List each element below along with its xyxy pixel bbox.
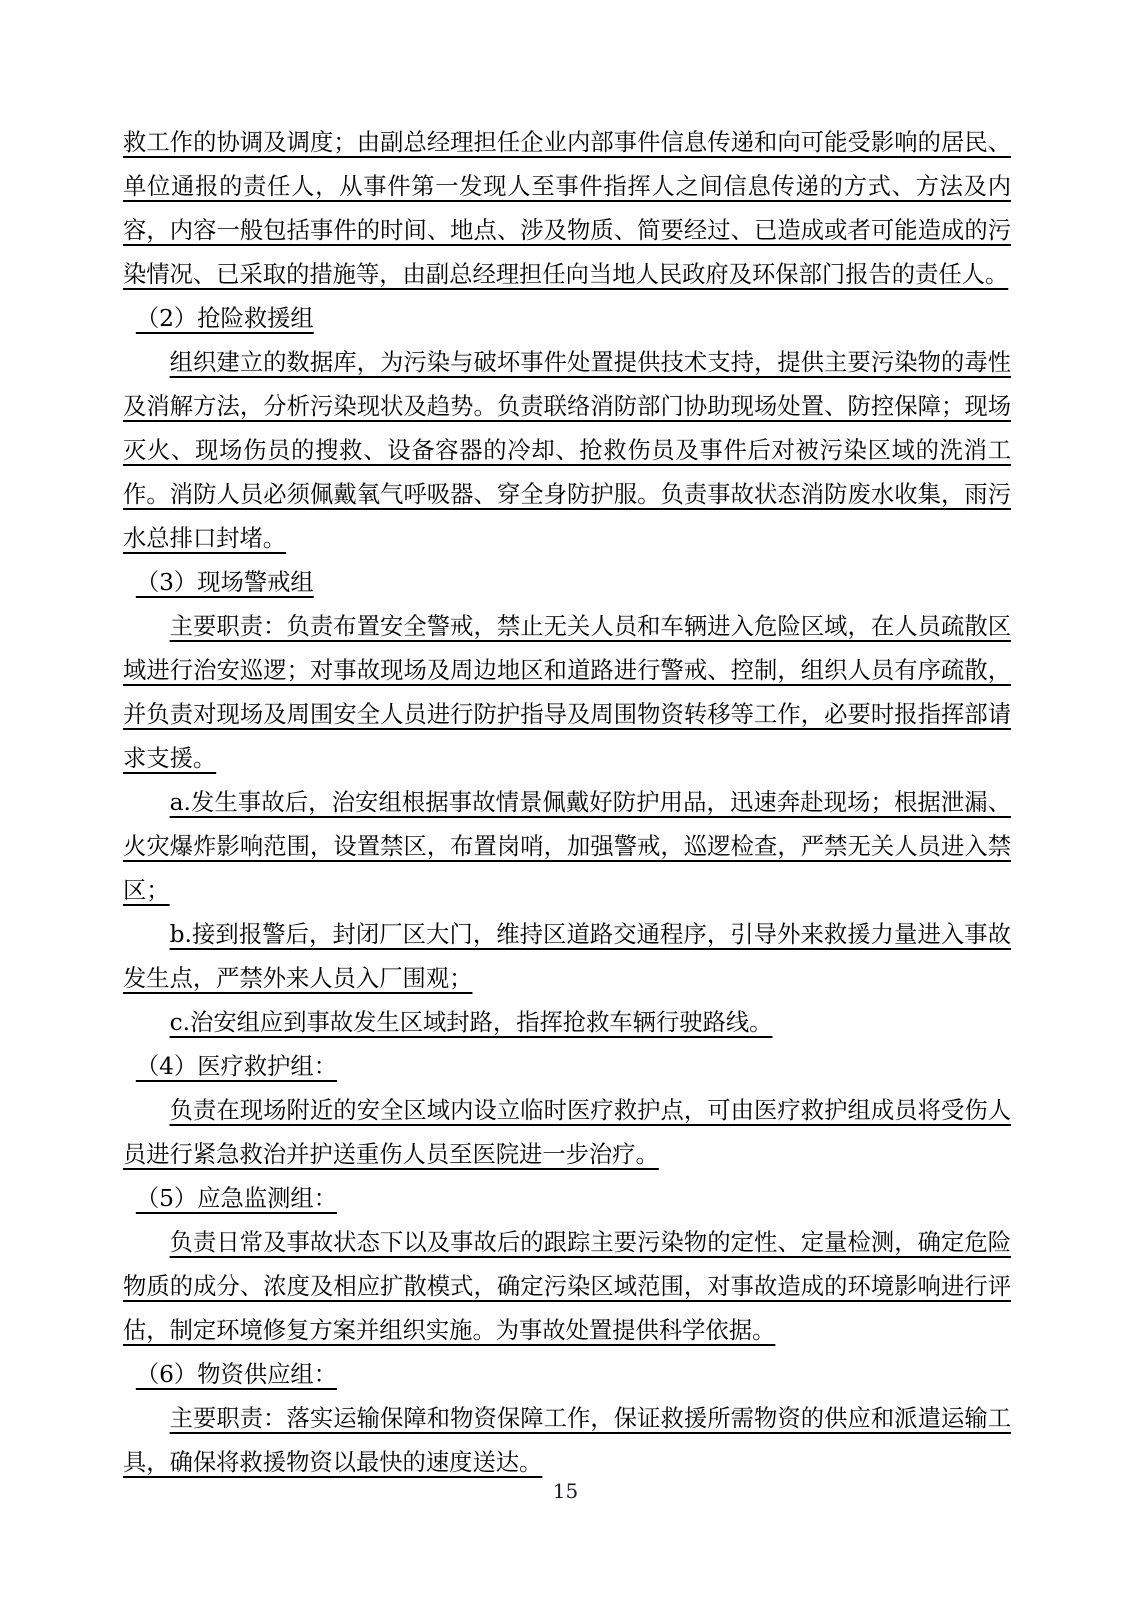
section-heading: （3）现场警戒组 [135,569,314,596]
paragraph: 负责在现场附近的安全区域内设立临时医疗救护点，可由医疗救护组成员将受伤人员进行紧急救治并护送重伤人员至医院进一步治疗。 [123,1097,1011,1168]
paragraph: 组织建立的数据库，为污染与破坏事件处置提供技术支持，提供主要污染物的毒性及消解方法，分析污染现状及趋势。负责联络消防部门协助现场处置、防控保障；现场灭火、现场伤员的搜救、设备容器的冷却、抢救伤员及事件后对被污染区域的洗消工作。消防人员必须佩戴氧气呼吸器、穿全身防护服。负责事故状态消防废水收集，雨污水总排口封堵。 [123,349,1011,552]
paragraph: 救工作的协调及调度；由副总经理担任企业内部事件信息传递和向可能受影响的居民、单位通报的责任人，从事件第一发现人至事件指挥人之间信息传递的方式、方法及内容，内容一般包括事件的时间、地点、涉及物质、简要经过、已造成或者可能造成的污染情况、已采取的措施等，由副总经理担任向当地人民政府及环保部门报告的责任人。 [123,129,1011,288]
paragraph: 主要职责：落实运输保障和物资保障工作，保证救援所需物资的供应和派遣运输工具，确保将救援物资以最快的速度送达。 [123,1405,1011,1476]
paragraph: 主要职责：负责布置安全警戒，禁止无关人员和车辆进入危险区域，在人员疏散区域进行治安巡逻；对事故现场及周边地区和道路进行警戒、控制，组织人员有序疏散，并负责对现场及周围安全人员进行防护指导及周围物资转移等工作，必要时报指挥部请求支援。 [123,613,1011,772]
paragraph: 负责日常及事故状态下以及事故后的跟踪主要污染物的定性、定量检测，确定危险物质的成分、浓度及相应扩散模式，确定污染区域范围，对事故造成的环境影响进行评估，制定环境修复方案并组织实施。为事故处置提供科学依据。 [123,1229,1011,1344]
section-heading: （2）抢险救援组 [135,305,314,332]
paragraph: c.治安组应到事故发生区域封路，指挥抢救车辆行驶路线。 [169,1009,773,1036]
paragraph: a.发生事故后，治安组根据事故情景佩戴好防护用品，迅速奔赴现场；根据泄漏、火灾爆炸影响范围，设置禁区，布置岗哨，加强警戒，巡逻检查，严禁无关人员进入禁区； [123,789,1011,904]
section-heading: （4）医疗救护组： [135,1053,338,1080]
section-heading: （5）应急监测组： [135,1185,338,1212]
page-number: 15 [552,1479,579,1503]
section-heading: （6）物资供应组： [135,1361,338,1388]
document-body [123,121,1011,1485]
paragraph: b.接到报警后，封闭厂区大门，维持区道路交通程序，引导外来救援力量进入事故发生点，严禁外来人员入厂围观； [123,921,1011,992]
